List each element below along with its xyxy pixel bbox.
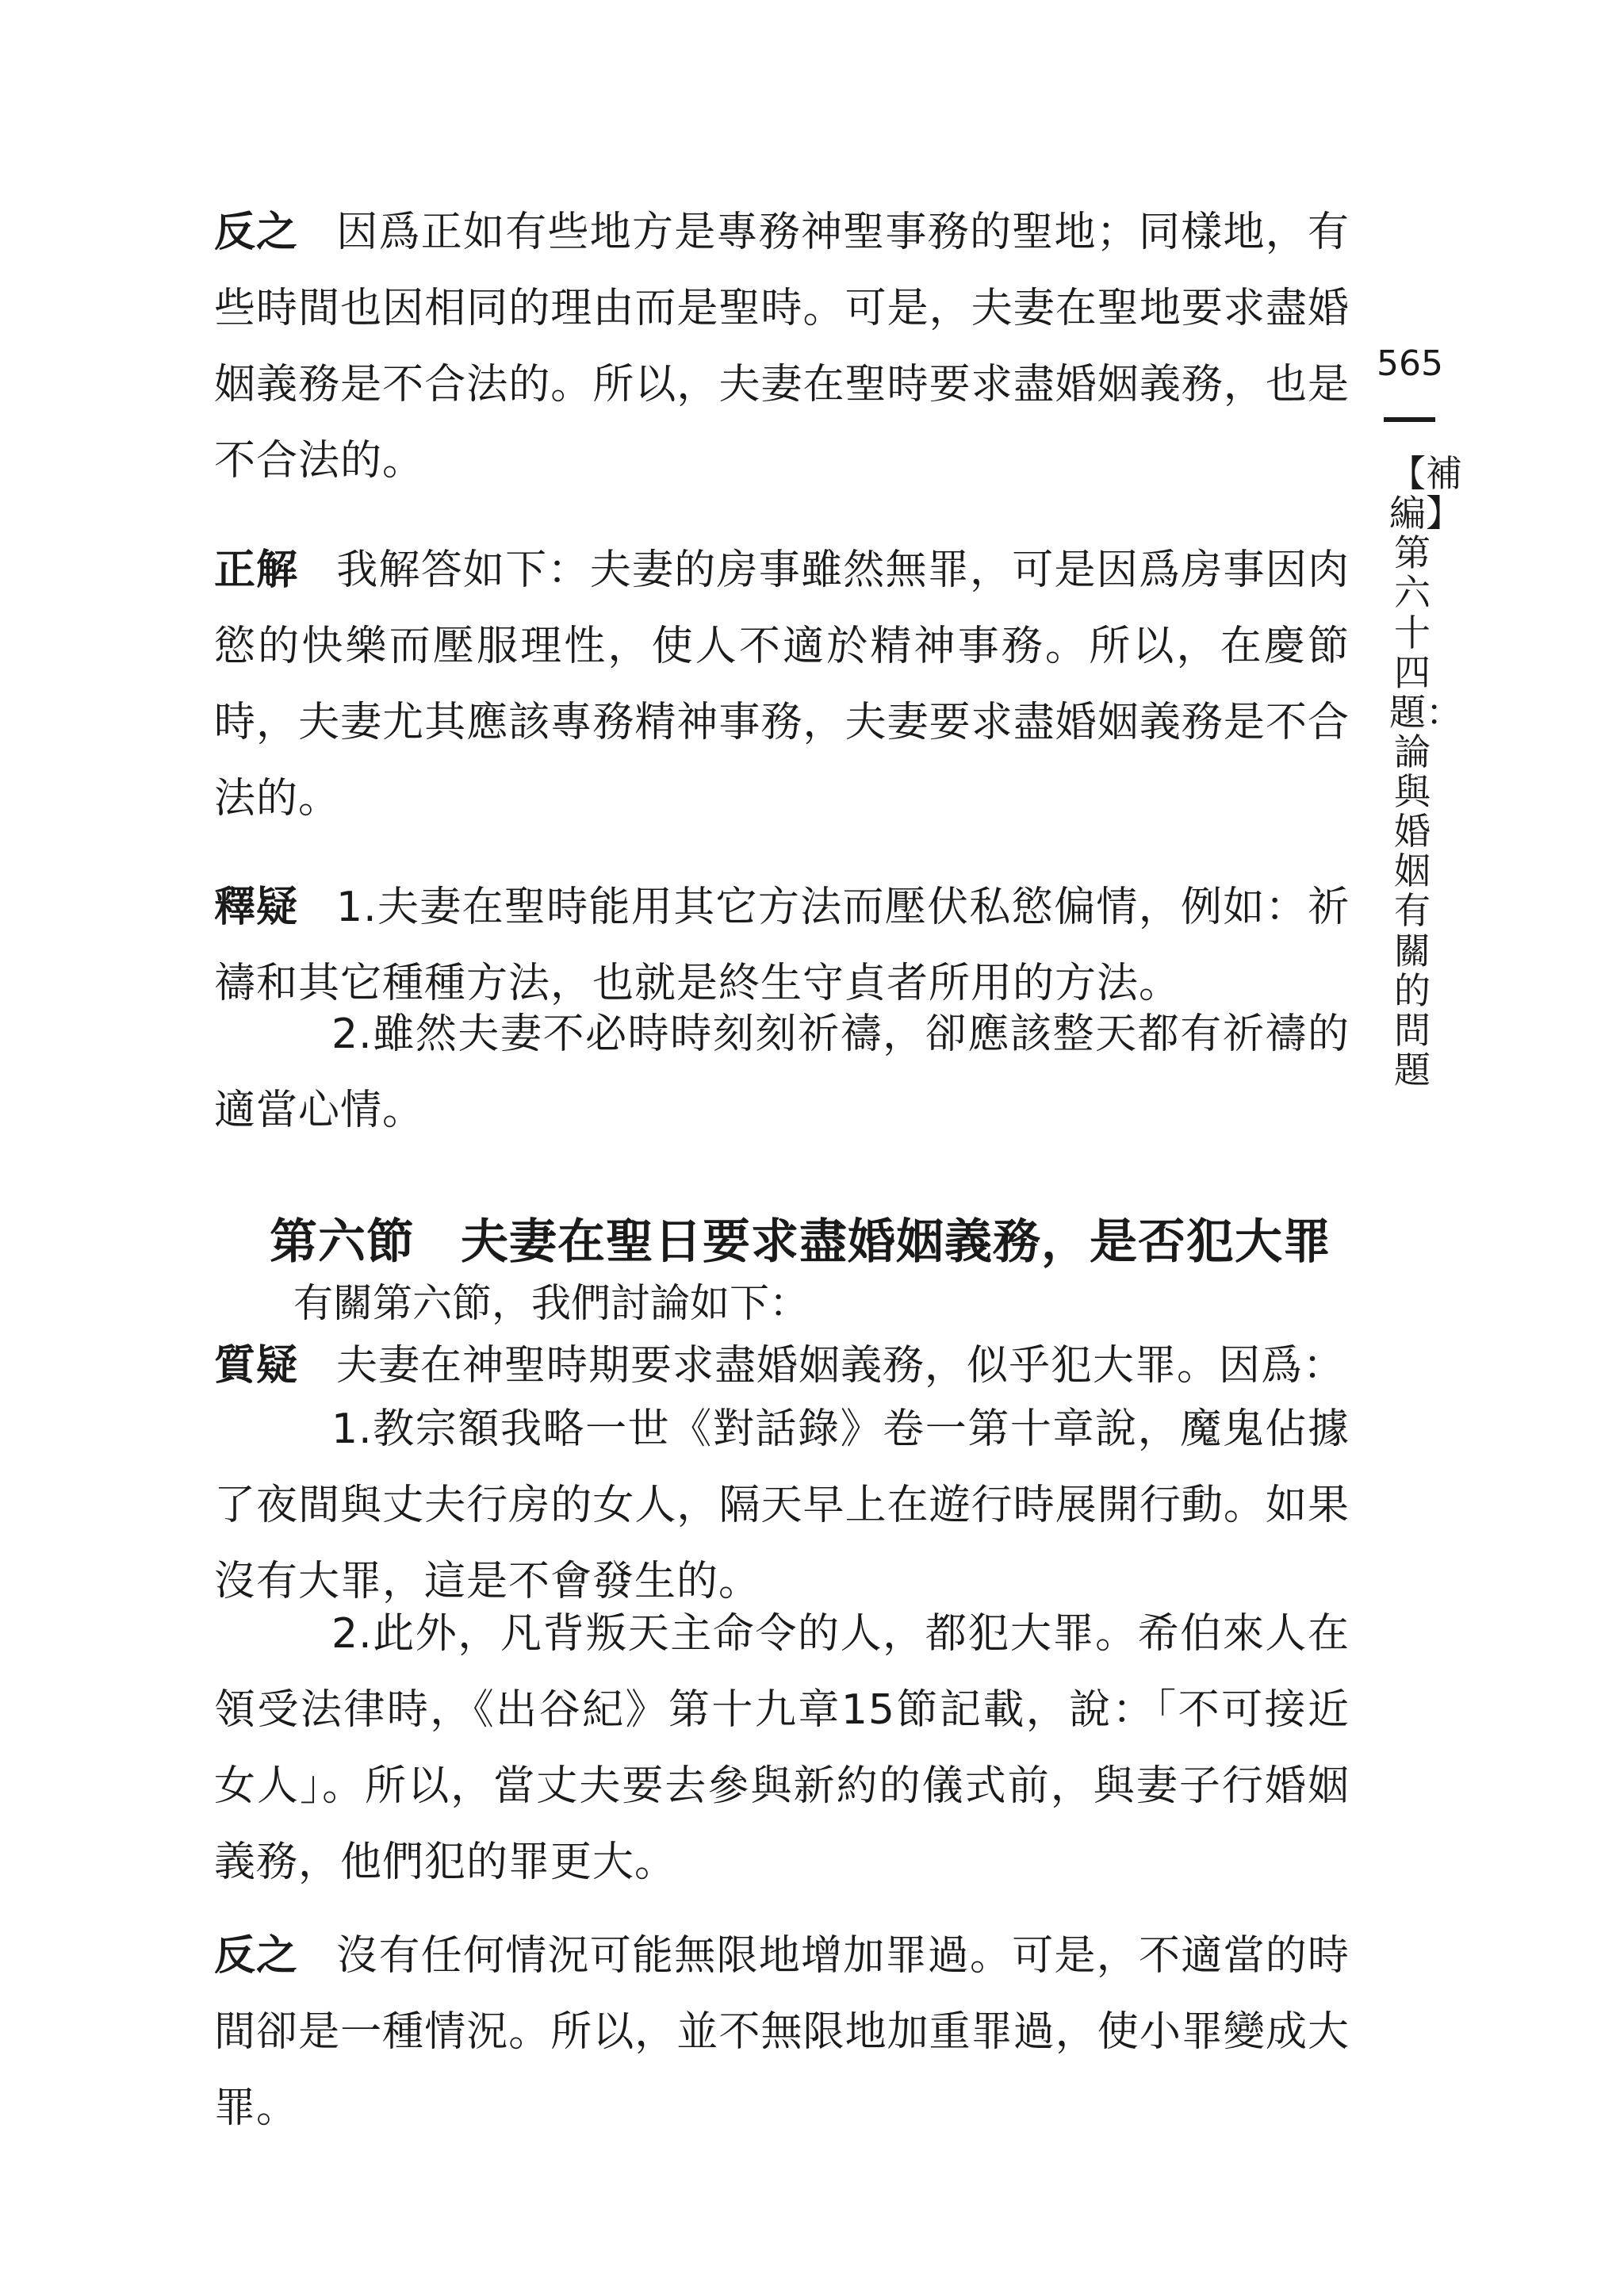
paragraph-text: 夫妻在神聖時期要求盡婚姻義務，似乎犯大罪。因爲：: [336, 1342, 1346, 1390]
objection-item: 2.此外，凡背叛天主命令的人，都犯大罪。希伯來人在領受法律時，《出谷紀》第十九章15節記載，說：「不可接近女人」。所以，當丈夫要去參與新約的儀式前，與妻子行婚姻義務，他們犯的罪更大。: [214, 1610, 1350, 1886]
header-rule: [1384, 417, 1435, 422]
page-number: 565: [1377, 343, 1443, 384]
reply-item: 2.雖然夫妻不必時時刻刻祈禱，卻應該整天都有祈禱的適當心情。: [214, 1010, 1350, 1134]
objection-item: 1.教宗額我略一世《對話錄》卷一第十章說，魔鬼佔據了夜間與丈夫行房的女人，隔天早上在遊行時展開行動。如果沒有大罪，這是不會發生的。: [214, 1405, 1350, 1605]
section-intro: 有關第六節，我們討論如下：: [293, 1280, 809, 1326]
paragraph-text: 沒有任何情況可能無限地增加罪過。可是，不適當的時間卻是一種情況。所以，並不無限地加重罪過，使小罪變成大罪。: [214, 1932, 1350, 2132]
paragraph-reply-2: [214, 996, 1350, 1148]
paragraph-contra-1: [214, 194, 1350, 499]
section-title: 夫妻在聖日要求盡婚姻義務，是否犯大罪: [461, 1214, 1331, 1270]
paragraph-text: 因爲正如有些地方是專務神聖事務的聖地；同樣地，有些時間也因相同的理由而是聖時。可是，夫妻在聖地要求盡婚姻義務是不合法的。所以，夫妻在聖時要求盡婚姻義務，也是不合法的。: [214, 209, 1350, 485]
paragraph-contra-2: [214, 1918, 1350, 2146]
paragraph-objection-1: [214, 1391, 1350, 1620]
paragraph-text: 我解答如下：夫妻的房事雖然無罪，可是因爲房事因肉慾的快樂而壓服理性，使人不適於精神事務。所以，在慶節時，夫妻尤其應該專務精神事務，夫妻要求盡婚姻義務是不合法的。: [214, 546, 1350, 822]
paragraph-label: 反之: [214, 209, 299, 256]
section-number: 第六節: [270, 1214, 415, 1270]
paragraph-label: 質疑: [214, 1342, 299, 1390]
running-header: 【補編】第六十四題：論與婚姻有關的問題: [1389, 452, 1462, 1091]
section-heading: [270, 1204, 1331, 1272]
reply-item: 1.夫妻在聖時能用其它方法而壓伏私慾偏情，例如：祈禱和其它種種方法，也就是終生守貞者所用的方法。: [214, 884, 1350, 1007]
paragraph-label: 反之: [214, 1932, 299, 1980]
paragraph-label: 釋疑: [214, 884, 299, 931]
paragraph-label: 正解: [214, 546, 299, 594]
paragraph-objection-2: [214, 1596, 1350, 1900]
paragraph-answer: [214, 532, 1350, 837]
